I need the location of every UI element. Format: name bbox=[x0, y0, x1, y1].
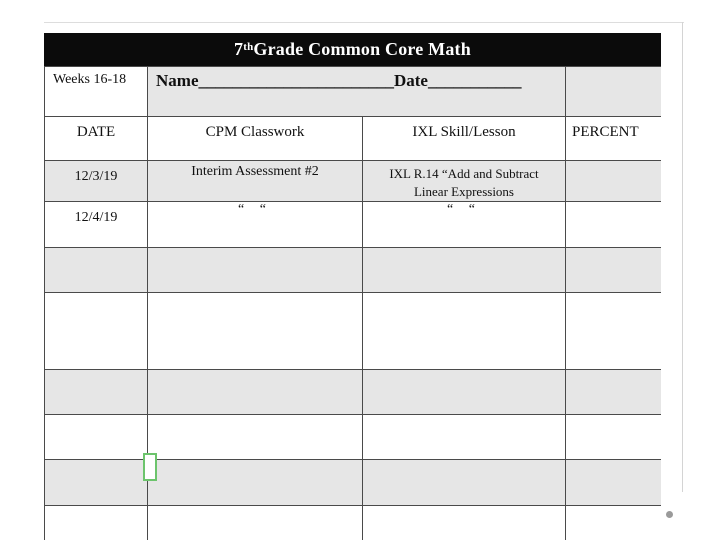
empty-cell[interactable] bbox=[363, 506, 566, 540]
empty-cell[interactable] bbox=[45, 248, 148, 293]
row-percent[interactable] bbox=[566, 161, 662, 202]
row-date[interactable]: 12/3/19 bbox=[45, 161, 148, 202]
row-ixl-line1: IXL R.14 “Add and Subtract bbox=[389, 166, 539, 181]
table-row bbox=[45, 248, 662, 293]
empty-cell[interactable] bbox=[566, 506, 662, 540]
row-ixl[interactable] bbox=[363, 161, 566, 202]
slide-frame-right bbox=[682, 22, 683, 492]
row-classwork[interactable]: “ “ bbox=[148, 202, 363, 248]
empty-cell[interactable] bbox=[566, 415, 662, 460]
table-row bbox=[45, 161, 662, 202]
empty-cell[interactable] bbox=[45, 460, 148, 506]
row-ixl-line2: Linear Expressions bbox=[413, 184, 514, 199]
empty-cell[interactable] bbox=[148, 506, 363, 540]
worksheet-table bbox=[44, 66, 661, 540]
column-header-row bbox=[45, 117, 662, 161]
text-cursor-handle[interactable] bbox=[143, 453, 157, 481]
empty-cell[interactable] bbox=[363, 248, 566, 293]
empty-cell[interactable] bbox=[148, 248, 363, 293]
table-row bbox=[45, 415, 662, 460]
col-header-ixl: IXL Skill/Lesson bbox=[363, 117, 566, 161]
slide-frame-top bbox=[44, 22, 684, 23]
empty-cell[interactable] bbox=[566, 248, 662, 293]
empty-cell[interactable] bbox=[363, 460, 566, 506]
empty-cell[interactable] bbox=[148, 293, 363, 370]
page-title bbox=[44, 33, 661, 66]
info-blank bbox=[566, 67, 662, 117]
col-header-percent: PERCENT bbox=[566, 117, 662, 161]
table-row bbox=[45, 506, 662, 540]
empty-cell[interactable] bbox=[45, 293, 148, 370]
slide-nav-dot-icon[interactable] bbox=[666, 511, 673, 518]
row-classwork[interactable]: Interim Assessment #2 bbox=[148, 161, 363, 202]
weeks-label: Weeks 16-18 bbox=[45, 67, 148, 117]
empty-cell[interactable] bbox=[363, 370, 566, 415]
title-grade: 7 bbox=[234, 39, 244, 59]
empty-cell[interactable] bbox=[45, 506, 148, 540]
worksheet bbox=[44, 33, 661, 540]
empty-cell[interactable] bbox=[363, 293, 566, 370]
empty-cell[interactable] bbox=[45, 415, 148, 460]
empty-cell[interactable] bbox=[45, 370, 148, 415]
row-ixl[interactable]: “ “ bbox=[363, 202, 566, 248]
table-row bbox=[45, 293, 662, 370]
empty-cell[interactable] bbox=[148, 460, 363, 506]
title-ordinal: th bbox=[243, 40, 254, 53]
empty-cell[interactable] bbox=[148, 370, 363, 415]
table-row bbox=[45, 460, 662, 506]
col-header-classwork: CPM Classwork bbox=[148, 117, 363, 161]
row-percent[interactable] bbox=[566, 202, 662, 248]
name-date-field[interactable]: Name_______________________Date___________ bbox=[148, 67, 566, 117]
empty-cell[interactable] bbox=[363, 415, 566, 460]
title-text: Grade Common Core Math bbox=[253, 39, 471, 59]
row-date[interactable]: 12/4/19 bbox=[45, 202, 148, 248]
empty-cell[interactable] bbox=[566, 293, 662, 370]
table-row bbox=[45, 202, 662, 248]
empty-cell[interactable] bbox=[566, 460, 662, 506]
col-header-date: DATE bbox=[45, 117, 148, 161]
empty-cell[interactable] bbox=[566, 370, 662, 415]
table-row bbox=[45, 370, 662, 415]
info-row bbox=[45, 67, 662, 117]
empty-cell[interactable] bbox=[148, 415, 363, 460]
